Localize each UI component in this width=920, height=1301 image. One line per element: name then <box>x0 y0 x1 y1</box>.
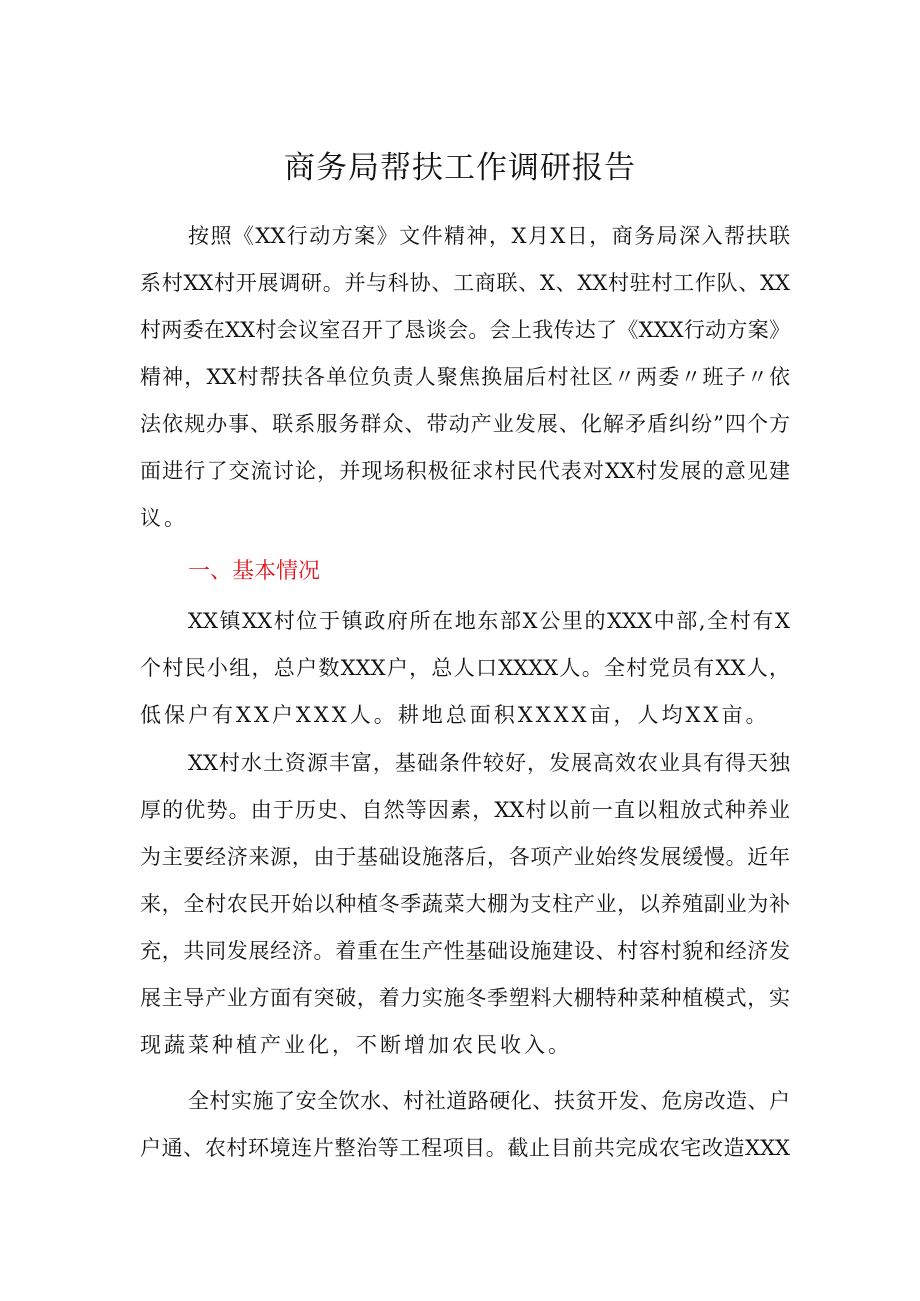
text-line: 议。 <box>140 506 188 530</box>
text-line: 现蔬菜种植产业化，不断增加农民收入。 <box>140 1033 572 1057</box>
text-line: 全村实施了安全饮水、村社道路硬化、扶贫开发、危房改造、户 <box>188 1089 790 1113</box>
text-line: 厚的优势。由于历史、自然等因素，XX村以前一直以粗放式种养业 <box>140 798 790 822</box>
document-title: 商务局帮扶工作调研报告 <box>284 150 636 186</box>
text-line: 户通、农村环境连片整治等工程项目。截止目前共完成农宅改造XXX <box>140 1136 790 1160</box>
text-line: 来，全村农民开始以种植冬季蔬菜大棚为支柱产业，以养殖副业为补 <box>140 892 790 916</box>
text-line: 展主导产业方面有突破，着力实施冬季塑料大棚特种菜种植模式，实 <box>140 986 790 1010</box>
section-heading: 一、基本情况 <box>188 559 321 584</box>
text-line: 低保户有XX户XXX人。耕地总面积XXXX亩，人均XX亩。 <box>140 703 770 727</box>
text-line: 村两委在XX村会议室召开了恳谈会。会上我传达了《XXX行动方案》 <box>140 318 790 342</box>
text-line: 精神，XX村帮扶各单位负责人聚焦换届后村社区〃两委〃班子〃依 <box>140 365 790 389</box>
text-line: XX村水土资源丰富，基础条件较好，发展高效农业具有得天独 <box>188 751 790 775</box>
text-line: 法依规办事、联系服务群众、带动产业发展、化解矛盾纠纷”四个方 <box>140 412 790 436</box>
text-line: 充，共同发展经济。着重在生产性基础设施建设、村容村貌和经济发 <box>140 939 790 963</box>
text-line: 按照《XX行动方案》文件精神，X月X日，商务局深入帮扶联 <box>188 224 790 248</box>
text-line: 系村XX村开展调研。并与科协、工商联、X、XX村驻村工作队、XX <box>140 271 790 295</box>
text-line: 面进行了交流讨论，并现场积极征求村民代表对XX村发展的意见建 <box>140 459 790 483</box>
text-line: 为主要经济来源，由于基础设施落后，各项产业始终发展缓慢。近年 <box>140 845 790 869</box>
text-line: 个村民小组，总户数XXX户，总人口XXXX人。全村党员有XX人， <box>140 656 790 680</box>
text-line: XX镇XX村位于镇政府所在地东部X公里的XXX中部,全村有X <box>188 609 790 633</box>
